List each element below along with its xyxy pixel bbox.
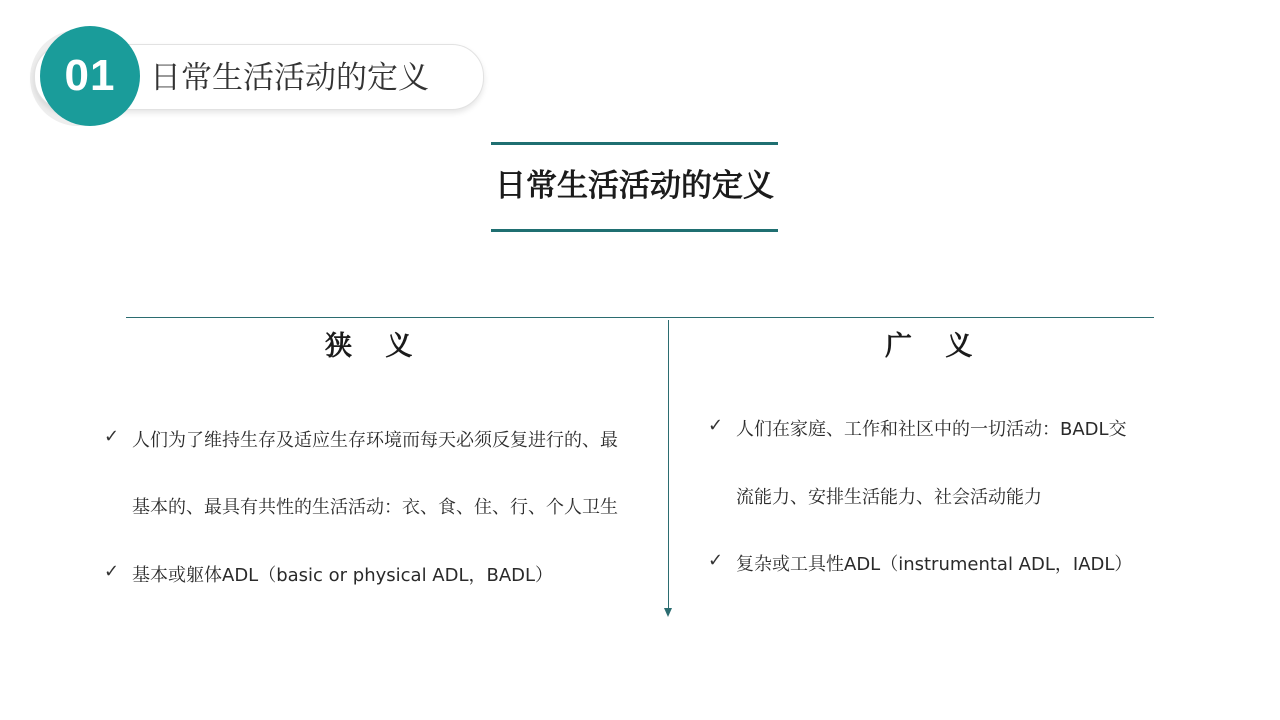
vertical-divider (668, 320, 669, 608)
list-item-text-continued: 基本的、最具有共性的生活活动：衣、食、住、行、个人卫生 (132, 497, 618, 518)
title-rule-top (491, 142, 778, 145)
checkmark-icon: ✓ (104, 426, 120, 447)
checkmark-icon: ✓ (708, 550, 724, 571)
checkmark-icon: ✓ (104, 561, 120, 582)
narrow-definition-heading: 狭 义 (325, 331, 425, 362)
section-title: 日常生活活动的定义 (150, 60, 429, 96)
list-item-text: 复杂或工具性ADL（instrumental ADL，IADL） (736, 554, 1133, 575)
arrow-down-icon (664, 608, 672, 617)
broad-definition-heading: 广 义 (885, 331, 985, 362)
list-item-text: 基本或躯体ADL（basic or physical ADL，BADL） (132, 565, 554, 586)
list-item-text: 人们在家庭、工作和社区中的一切活动：BADL交 (736, 419, 1127, 440)
horizontal-divider (126, 317, 1154, 318)
title-rule-bottom (491, 229, 778, 232)
checkmark-icon: ✓ (708, 415, 724, 436)
list-item-text-continued: 流能力、安排生活能力、社会活动能力 (736, 487, 1042, 508)
page-title: 日常生活活动的定义 (495, 168, 774, 204)
list-item-text: 人们为了维持生存及适应生存环境而每天必须反复进行的、最 (132, 430, 618, 451)
section-number-badge: 01 (40, 26, 140, 126)
